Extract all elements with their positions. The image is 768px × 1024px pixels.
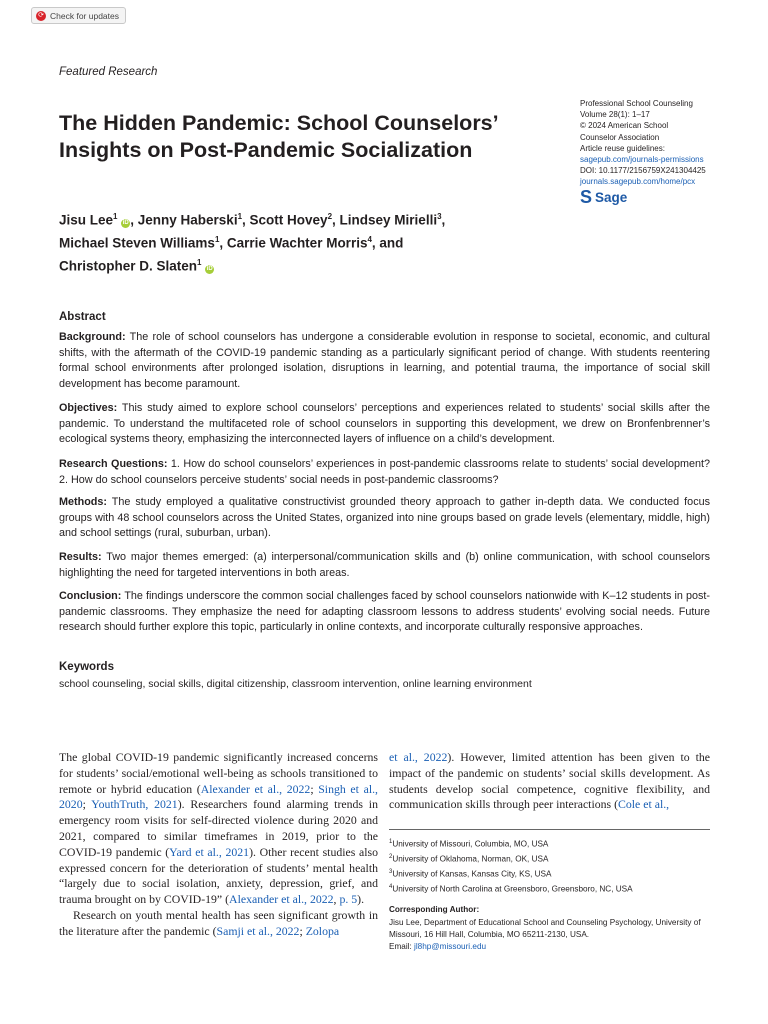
body-paragraph <box>59 750 378 908</box>
check-for-updates-label: Check for updates <box>50 10 119 21</box>
affiliation-item <box>389 881 633 896</box>
affiliation-text: University of North Carolina at Greensboro, Greensboro, NC, USA <box>392 884 633 894</box>
author-affiliation: 1 <box>214 235 220 244</box>
corresponding-author-details <box>389 917 710 953</box>
conclusion-text: The findings underscore the common social challenges faced by school counselors nationwide with K–12 students in post-pandemic classrooms. They emphasize the need for adapting classroom lessons to address students’ evolving social needs. Future research should further explore this topic, particularly in online contexts, and incorporate culturally responsive approaches. <box>59 590 710 633</box>
email-link[interactable]: jl8hp@missouri.edu <box>414 942 487 951</box>
affiliation-item <box>389 836 633 851</box>
body-text: Research on youth mental health has seen significant growth in the literature after the pandemic ( <box>59 907 378 938</box>
abstract-methods <box>59 495 710 542</box>
objectives-text: This study aimed to explore school counselors’ perceptions and experiences related to students’ social skills after the pandemic. To understand the multifaceted role of school counselors in supporting this development, we drew on Bronfenbrenner’s ecological systems theory, emphasizing the interconnected layers of influence on a child’s development. <box>59 402 711 445</box>
author-affiliation: 1 <box>197 258 202 267</box>
journal-info <box>580 98 706 188</box>
affiliation-item <box>389 851 633 866</box>
abstract-objectives <box>59 401 710 448</box>
body-text: ; <box>299 923 306 938</box>
sage-s-icon: S <box>580 187 593 207</box>
citation-link[interactable]: p. 5 <box>339 892 358 907</box>
sage-logo <box>580 188 627 206</box>
check-for-updates-button[interactable] <box>31 7 126 24</box>
refresh-icon: ⟳ <box>36 11 46 21</box>
author-name: Lindsey Mirielli <box>339 212 438 228</box>
author-name: Michael Steven Williams <box>59 235 215 251</box>
author-affiliation: 2 <box>327 212 333 221</box>
objectives-label: Objectives: <box>59 402 118 414</box>
affiliation-number: 2 <box>389 853 393 860</box>
body-column-left <box>59 750 378 940</box>
author-list: Jisu Lee$^1$ iD , Jenny Haberski$^1$, Scott Hovey$^2$, Lindsey Mirielli$^3$, Michael Steven Williams$^1$, Carrie Wachter Morris$^4$, and Christopher D. Slaten$^1$ iD <box>59 212 446 274</box>
affiliation-number: 4 <box>389 883 393 890</box>
corresponding-author-address: Jisu Lee, Department of Educational School and Counseling Psychology, University of Missouri, 16 Hill Hall, Columbia, MO 65211-2130, USA. <box>389 918 701 939</box>
abstract-results <box>59 550 710 581</box>
author-affiliation: 4 <box>367 235 372 244</box>
results-text: Two major themes emerged: (a) interpersonal/communication skills and (b) online communication, with school counselors highlighting the need for targeted interventions in both areas. <box>59 551 710 579</box>
corresponding-author-heading: Corresponding Author: <box>389 905 480 914</box>
results-label: Results: <box>59 551 102 563</box>
body-paragraph <box>59 908 378 940</box>
author-name: Jisu Lee <box>59 212 114 228</box>
doi-text: DOI: 10.1177/2156759X241304425 <box>580 166 706 176</box>
citation-link[interactable]: Alexander et al., 2022 <box>229 892 334 907</box>
and-word: and <box>379 235 404 251</box>
abstract-background <box>59 330 710 392</box>
conclusion-label: Conclusion: <box>59 590 122 602</box>
author-name: Christopher D. Slaten <box>59 258 198 274</box>
body-paragraph <box>389 750 710 813</box>
permissions-link[interactable]: sagepub.com/journals-permissions <box>580 155 704 165</box>
body-text: ). Other recent studies also expressed concern for the deterioration of students’ mental health “largely due to social isolation, anxiety, depression, grief, and trauma brought on by COVID-19” ( <box>59 844 378 907</box>
author-affiliation: 1 <box>237 212 243 221</box>
journal-home-link[interactable]: journals.sagepub.com/home/pcx <box>580 177 696 187</box>
citation-link[interactable]: Singh et al., 2020 <box>59 781 378 812</box>
citation-link[interactable]: Zolopa <box>305 923 340 938</box>
affiliation-text: University of Missouri, Columbia, MO, USA <box>392 839 549 849</box>
author-affiliation: 3 <box>437 212 442 221</box>
journal-name: Professional School Counseling <box>580 99 693 108</box>
rq-label: Research Questions: <box>59 458 168 470</box>
section-label: Featured Research <box>59 66 158 78</box>
body-text: ). However, limited attention has been given to the impact of the pandemic on students’ social skills development. As students develop social competence, cognitive flexibility, and communication skills through peer interactions ( <box>389 750 710 812</box>
rq-text: 1. How do school counselors’ experiences in post-pandemic classrooms relate to students’ social development? 2. How do school counselors perceive students’ social needs in post-pandemic classrooms? <box>59 458 710 486</box>
affiliation-text: University of Oklahoma, Norman, OK, USA <box>392 854 549 864</box>
affiliation-number: 1 <box>389 839 393 845</box>
methods-label: Methods: <box>59 496 107 508</box>
affiliation-text: University of Kansas, Kansas City, KS, USA <box>392 869 552 879</box>
background-label: Background: <box>59 331 126 343</box>
body-text: ). <box>357 892 365 907</box>
reuse-label: Article reuse guidelines: <box>580 143 665 153</box>
email-label: Email: <box>389 942 415 951</box>
author-name: Carrie Wachter Morris <box>226 235 368 251</box>
abstract-research-questions <box>59 457 710 488</box>
citation-link[interactable]: Samji et al., 2022 <box>216 923 300 938</box>
citation-link[interactable]: Alexander et al., 2022 <box>200 781 311 796</box>
citation-link[interactable]: Cole et al., <box>618 797 670 812</box>
body-text: , <box>333 892 340 907</box>
affiliations <box>389 836 633 896</box>
affiliation-number: 3 <box>389 868 393 875</box>
abstract-conclusion <box>59 589 710 636</box>
body-text: ; <box>82 797 92 812</box>
keywords-heading: Keywords <box>59 661 114 673</box>
journal-copyright-2: Counselor Association <box>580 132 660 142</box>
author-name: Scott Hovey <box>249 212 328 228</box>
publisher-name: Sage <box>595 189 628 205</box>
journal-copyright: © 2024 American School <box>580 121 669 131</box>
citation-link[interactable]: YouthTruth, 2021 <box>91 797 178 812</box>
abstract-heading: Abstract <box>59 311 106 323</box>
body-text: ; <box>310 781 319 796</box>
background-text: The role of school counselors has undergone a considerable evolution in response to societal, economic, and cultural shifts, with the aftermath of the COVID-19 pandemic standing as a particularly significant period of change. With students reentering formal school environments after prolonged isolation, disruptions in learning, and potential trauma, the importance of social skill development has become paramount. <box>59 331 710 390</box>
author-name: Jenny Haberski <box>137 212 238 228</box>
article-title: The Hidden Pandemic: School Counselors’ Insights on Post-Pandemic Socialization <box>59 111 498 162</box>
body-text: ). Researchers found alarming trends in emergency room visits for self-directed violence during 2020 and 2021, compared to similar timeframes in 2019, prior to the COVID-19 pandemic ( <box>59 797 378 859</box>
citation-link[interactable]: Yard et al., 2021 <box>169 844 250 859</box>
body-text: The global COVID-19 pandemic significantly increased concerns for students’ social/emotional well-being as schools transitioned to remote or hybrid education ( <box>59 750 378 796</box>
orcid-icon[interactable]: iD <box>122 219 129 226</box>
citation-link[interactable]: et al., 2022 <box>389 750 448 764</box>
journal-volume: Volume 28(1): 1–17 <box>580 110 650 120</box>
author-affiliation: 1 <box>113 212 118 221</box>
footnote-divider <box>389 829 710 830</box>
affiliation-item <box>389 866 633 881</box>
keywords-list: school counseling, social skills, digital citizenship, classroom intervention, online learning environment <box>59 678 532 690</box>
orcid-icon[interactable]: iD <box>206 265 213 272</box>
methods-text: The study employed a qualitative constructivist grounded theory approach to gather in-depth data. We conducted focus groups with 48 school counselors across the United States, organized into nine groups based on grade levels (elementary, middle, high) and school settings (rural, suburban, urban). <box>59 496 710 539</box>
body-column-right <box>389 750 710 813</box>
